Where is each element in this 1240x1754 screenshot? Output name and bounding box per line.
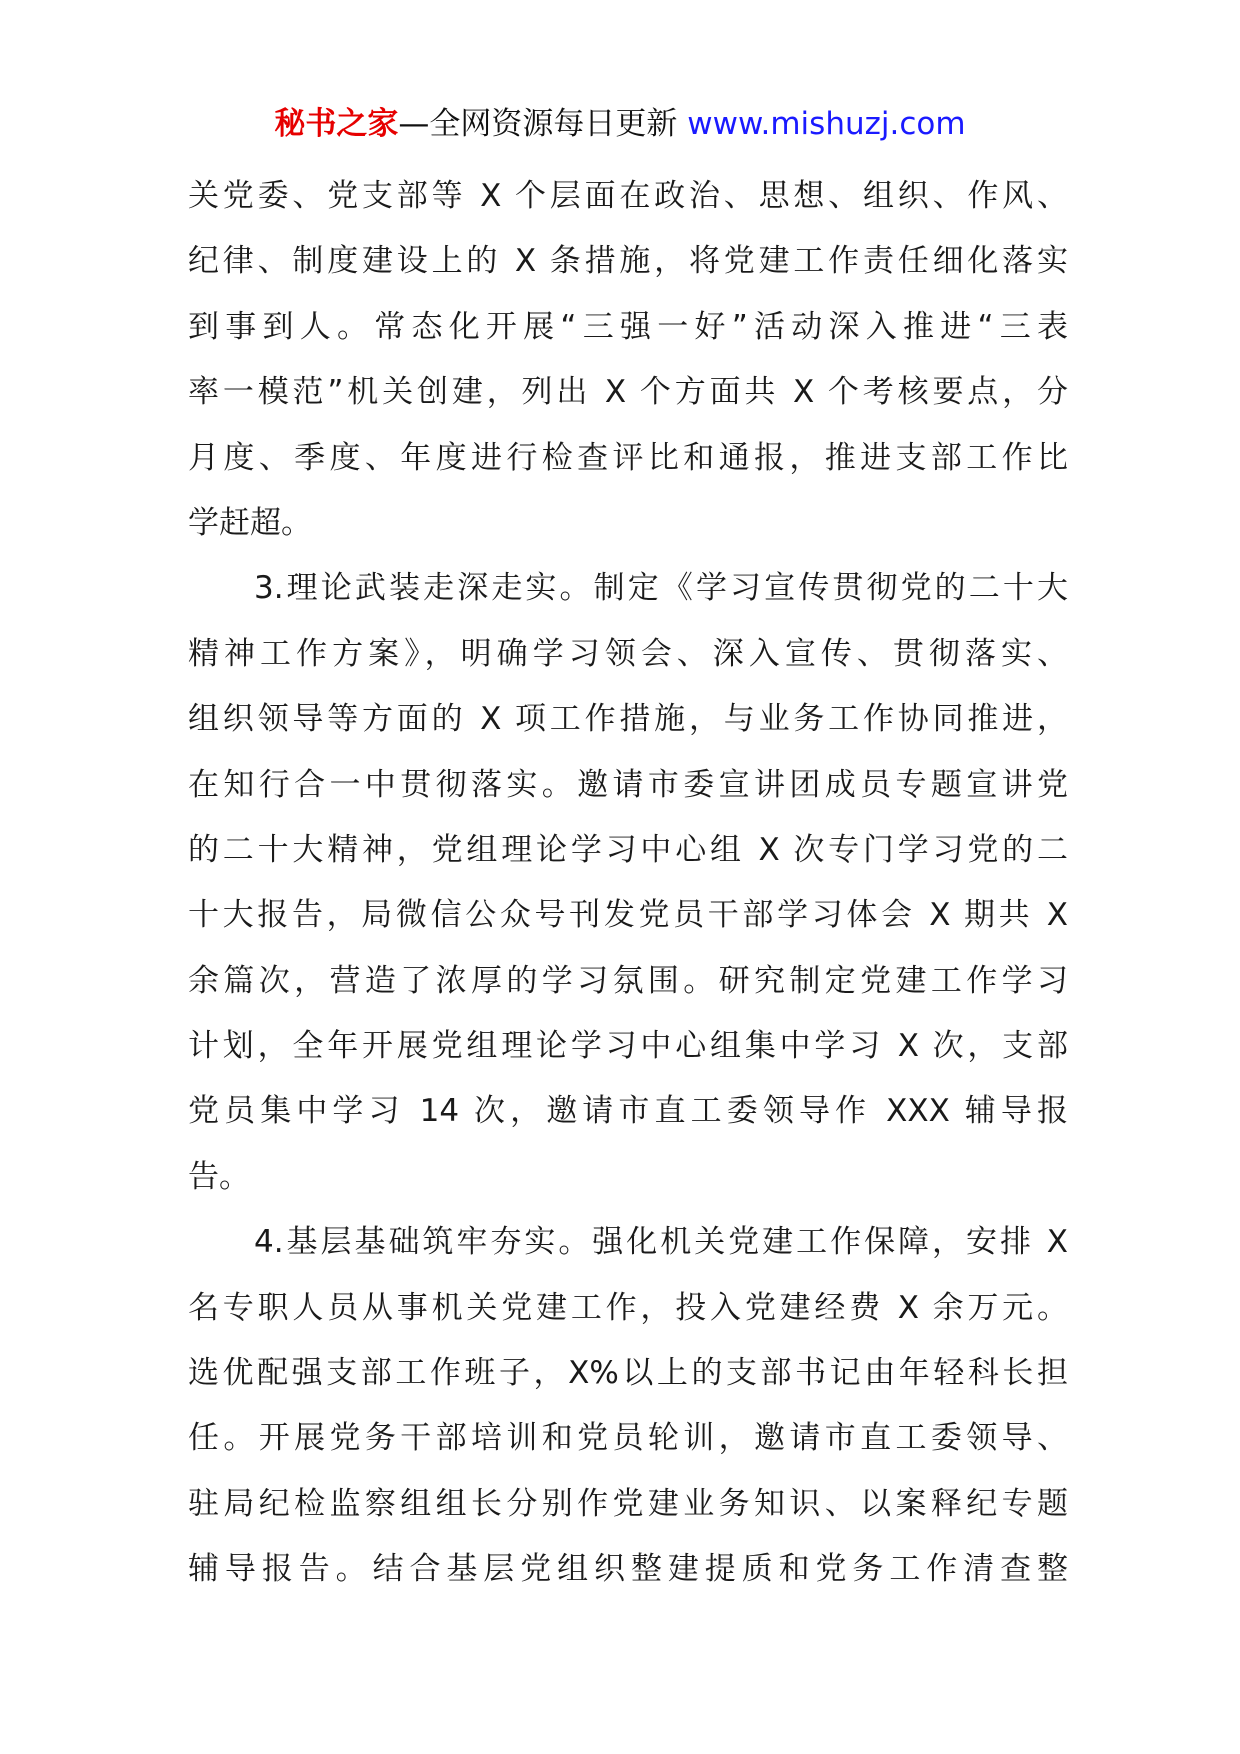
body-text-line: 纪律、制度建设上的 X 条措施，将党建工作责任细化落实	[188, 243, 1068, 280]
body-text-line: 关党委、党支部等 X 个层面在政治、思想、组织、作风、	[188, 178, 1068, 214]
body-text-line: 计划，全年开展党组理论学习中心组集中学习 X 次，支部	[188, 1028, 1068, 1065]
body-text-line: 在知行合一中贯彻落实。邀请市委宣讲团成员专题宣讲党	[188, 766, 1068, 803]
body-text-line: 4.基层基础筑牢夯实。强化机关党建工作保障，安排 X	[254, 1224, 1068, 1261]
body-text-line: 到事到人。常态化开展“三强一好”活动深入推进“三表	[188, 308, 1068, 345]
site-header	[0, 102, 1240, 146]
body-text-line: 学赶超。	[188, 504, 312, 541]
document-body	[188, 164, 1068, 1603]
body-text-line: 驻局纪检监察组组长分别作党建业务知识、以案释纪专题	[188, 1485, 1068, 1522]
body-text-line: 党员集中学习 14 次，邀请市直工委领导作 XXX 辅导报	[188, 1093, 1068, 1130]
body-text-line: 组织领导等方面的 X 项工作措施，与业务工作协同推进，	[188, 701, 1068, 738]
body-text-line: 告。	[188, 1158, 250, 1195]
body-text-line: 率一模范”机关创建，列出 X 个方面共 X 个考核要点，分	[188, 374, 1068, 411]
site-brand: 秘书之家	[274, 106, 399, 142]
site-url-link[interactable]: www.mishuzj.com	[687, 106, 966, 142]
body-text-line: 的二十大精神，党组理论学习中心组 X 次专门学习党的二	[188, 831, 1068, 868]
body-text-line: 名专职人员从事机关党建工作，投入党建经费 X 余万元。	[188, 1289, 1068, 1326]
body-text-line: 任。开展党务干部培训和党员轮训，邀请市直工委领导、	[188, 1420, 1068, 1457]
body-text-line: 精神工作方案》，明确学习领会、深入宣传、贯彻落实、	[188, 635, 1068, 672]
site-tagline: —全网资源每日更新	[398, 106, 678, 142]
body-text-line: 选优配强支部工作班子，X%以上的支部书记由年轻科长担	[188, 1355, 1068, 1392]
body-text-line: 月度、季度、年度进行检查评比和通报，推进支部工作比	[188, 439, 1068, 476]
body-text-line: 3.理论武装走深走实。制定《学习宣传贯彻党的二十大	[254, 570, 1068, 607]
body-text-line: 十大报告，局微信公众号刊发党员干部学习体会 X 期共 X	[188, 897, 1068, 934]
body-text-line: 余篇次，营造了浓厚的学习氛围。研究制定党建工作学习	[188, 962, 1068, 999]
body-text-line: 辅导报告。结合基层党组织整建提质和党务工作清查整	[188, 1551, 1068, 1588]
